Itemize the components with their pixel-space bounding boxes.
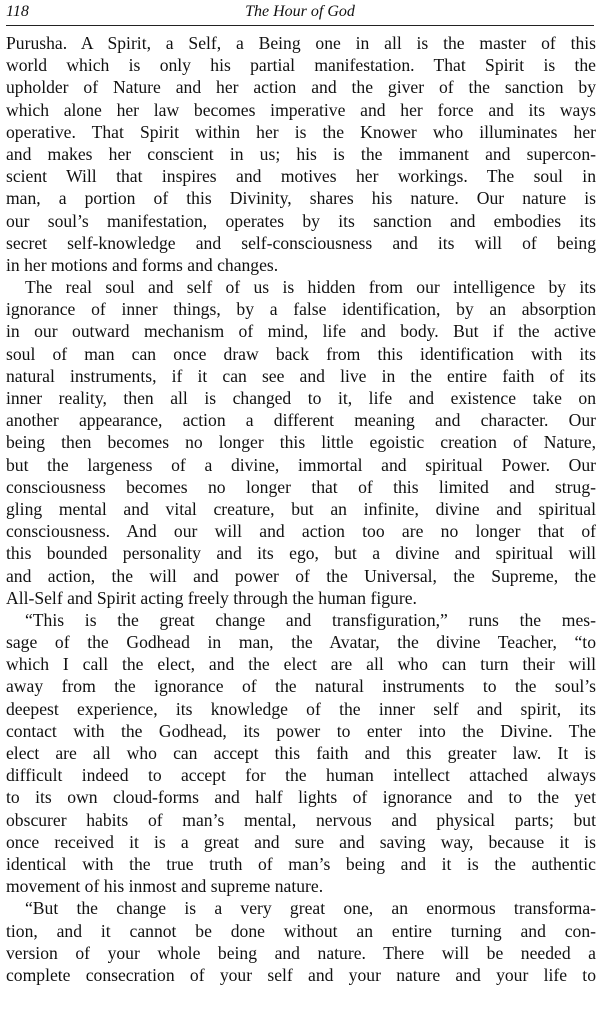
text-line: movement of his inmost and supreme nature. xyxy=(6,876,324,897)
text-line: obscurer habits of man’s mental, nervous and physical parts; but xyxy=(6,809,596,830)
text-line: in her motions and forms and changes. xyxy=(6,254,279,275)
text-line: deepest experience, its knowledge of the inner self and spirit, its xyxy=(6,698,596,719)
text-line: man, a portion of this Divinity, shares his nature. Our nature is xyxy=(6,188,596,209)
text-line: world which is only his partial manifestation. That Spirit is the xyxy=(6,55,596,76)
text-line: and action, the will and power of the Universal, the Supreme, the xyxy=(6,565,596,586)
text-line: Purusha. A Spirit, a Self, a Being one in all is the master of this xyxy=(6,33,596,53)
text-line: being then becomes no longer this little egoistic creation of Nature, xyxy=(6,432,596,453)
text-line: contact with the Godhead, its power to enter into the Divine. The xyxy=(6,720,596,741)
text-line: difficult indeed to accept for the human intellect attached always xyxy=(6,765,596,786)
text-line: The real soul and self of us is hidden from our intelligence by its xyxy=(25,277,596,298)
text-line: “This is the great change and transfiguration,” runs the mes- xyxy=(25,609,596,630)
text-line: consciousness. And our will and action too are no longer that of xyxy=(6,521,596,542)
text-line: another appearance, action a different meaning and character. Our xyxy=(6,410,596,431)
text-line: natural instruments, if it can see and live in the entire faith of its xyxy=(6,365,596,386)
text-line: once received it is a great and sure and saving way, because it is xyxy=(6,831,596,852)
text-line: sage of the Godhead in man, the Avatar, the divine Teacher, “to xyxy=(6,632,596,653)
text-line: our soul’s manifestation, operates by its sanction and embodies its xyxy=(6,210,596,231)
text-line: and makes her conscient in us; his is the immanent and supercon- xyxy=(6,143,596,164)
body-text xyxy=(6,32,596,986)
text-line: upholder of Nature and her action and the giver of the sanction by xyxy=(6,77,596,98)
text-line: this bounded personality and its ego, but a divine and spiritual will xyxy=(6,543,596,564)
text-line: in our outward mechanism of mind, life and body. But if the active xyxy=(6,321,596,342)
page-number: 118 xyxy=(6,3,29,20)
text-line: operative. That Spirit within her is the Knower who illuminates her xyxy=(6,121,596,142)
text-line: tion, and it cannot be done without an entire turning and con- xyxy=(6,920,596,941)
text-line: identical with the true truth of man’s being and it is the authentic xyxy=(6,853,596,874)
text-line: which alone her law becomes imperative and her force and its ways xyxy=(6,99,596,120)
text-line: “But the change is a very great one, an enormous transforma- xyxy=(25,898,596,919)
book-title: The Hour of God xyxy=(245,3,355,20)
text-line: inner reality, then all is changed to it, life and existence take on xyxy=(6,388,596,408)
text-line: but the largeness of a divine, immortal and spiritual Power. Our xyxy=(6,454,596,475)
text-line: secret self-knowledge and self-consciousness and its will of being xyxy=(6,232,596,253)
text-line: ignorance of inner things, by a false identification, by an absorption xyxy=(6,299,596,320)
running-head xyxy=(6,3,594,26)
text-line: elect are all who can accept this faith and this greater law. It is xyxy=(6,743,596,763)
text-line: scient Will that inspires and motives her workings. The soul in xyxy=(6,166,596,187)
text-line: soul of man can once draw back from this identification with its xyxy=(6,343,596,364)
text-line: away from the ignorance of the natural instruments to the soul’s xyxy=(6,676,596,697)
text-line: to its own cloud-forms and half lights of ignorance and to the yet xyxy=(6,787,596,808)
text-line: complete consecration of your self and your nature and your life to xyxy=(6,964,596,985)
text-line: which I call the elect, and the elect are all who can turn their will xyxy=(6,654,596,675)
text-line: consciousness becomes no longer that of this limited and strug- xyxy=(6,476,596,497)
text-line: version of your whole being and nature. There will be needed a xyxy=(6,942,596,963)
text-line: gling mental and vital creature, but an infinite, divine and spiritual xyxy=(6,498,596,519)
text-line: All-Self and Spirit acting freely through the human figure. xyxy=(6,587,417,608)
